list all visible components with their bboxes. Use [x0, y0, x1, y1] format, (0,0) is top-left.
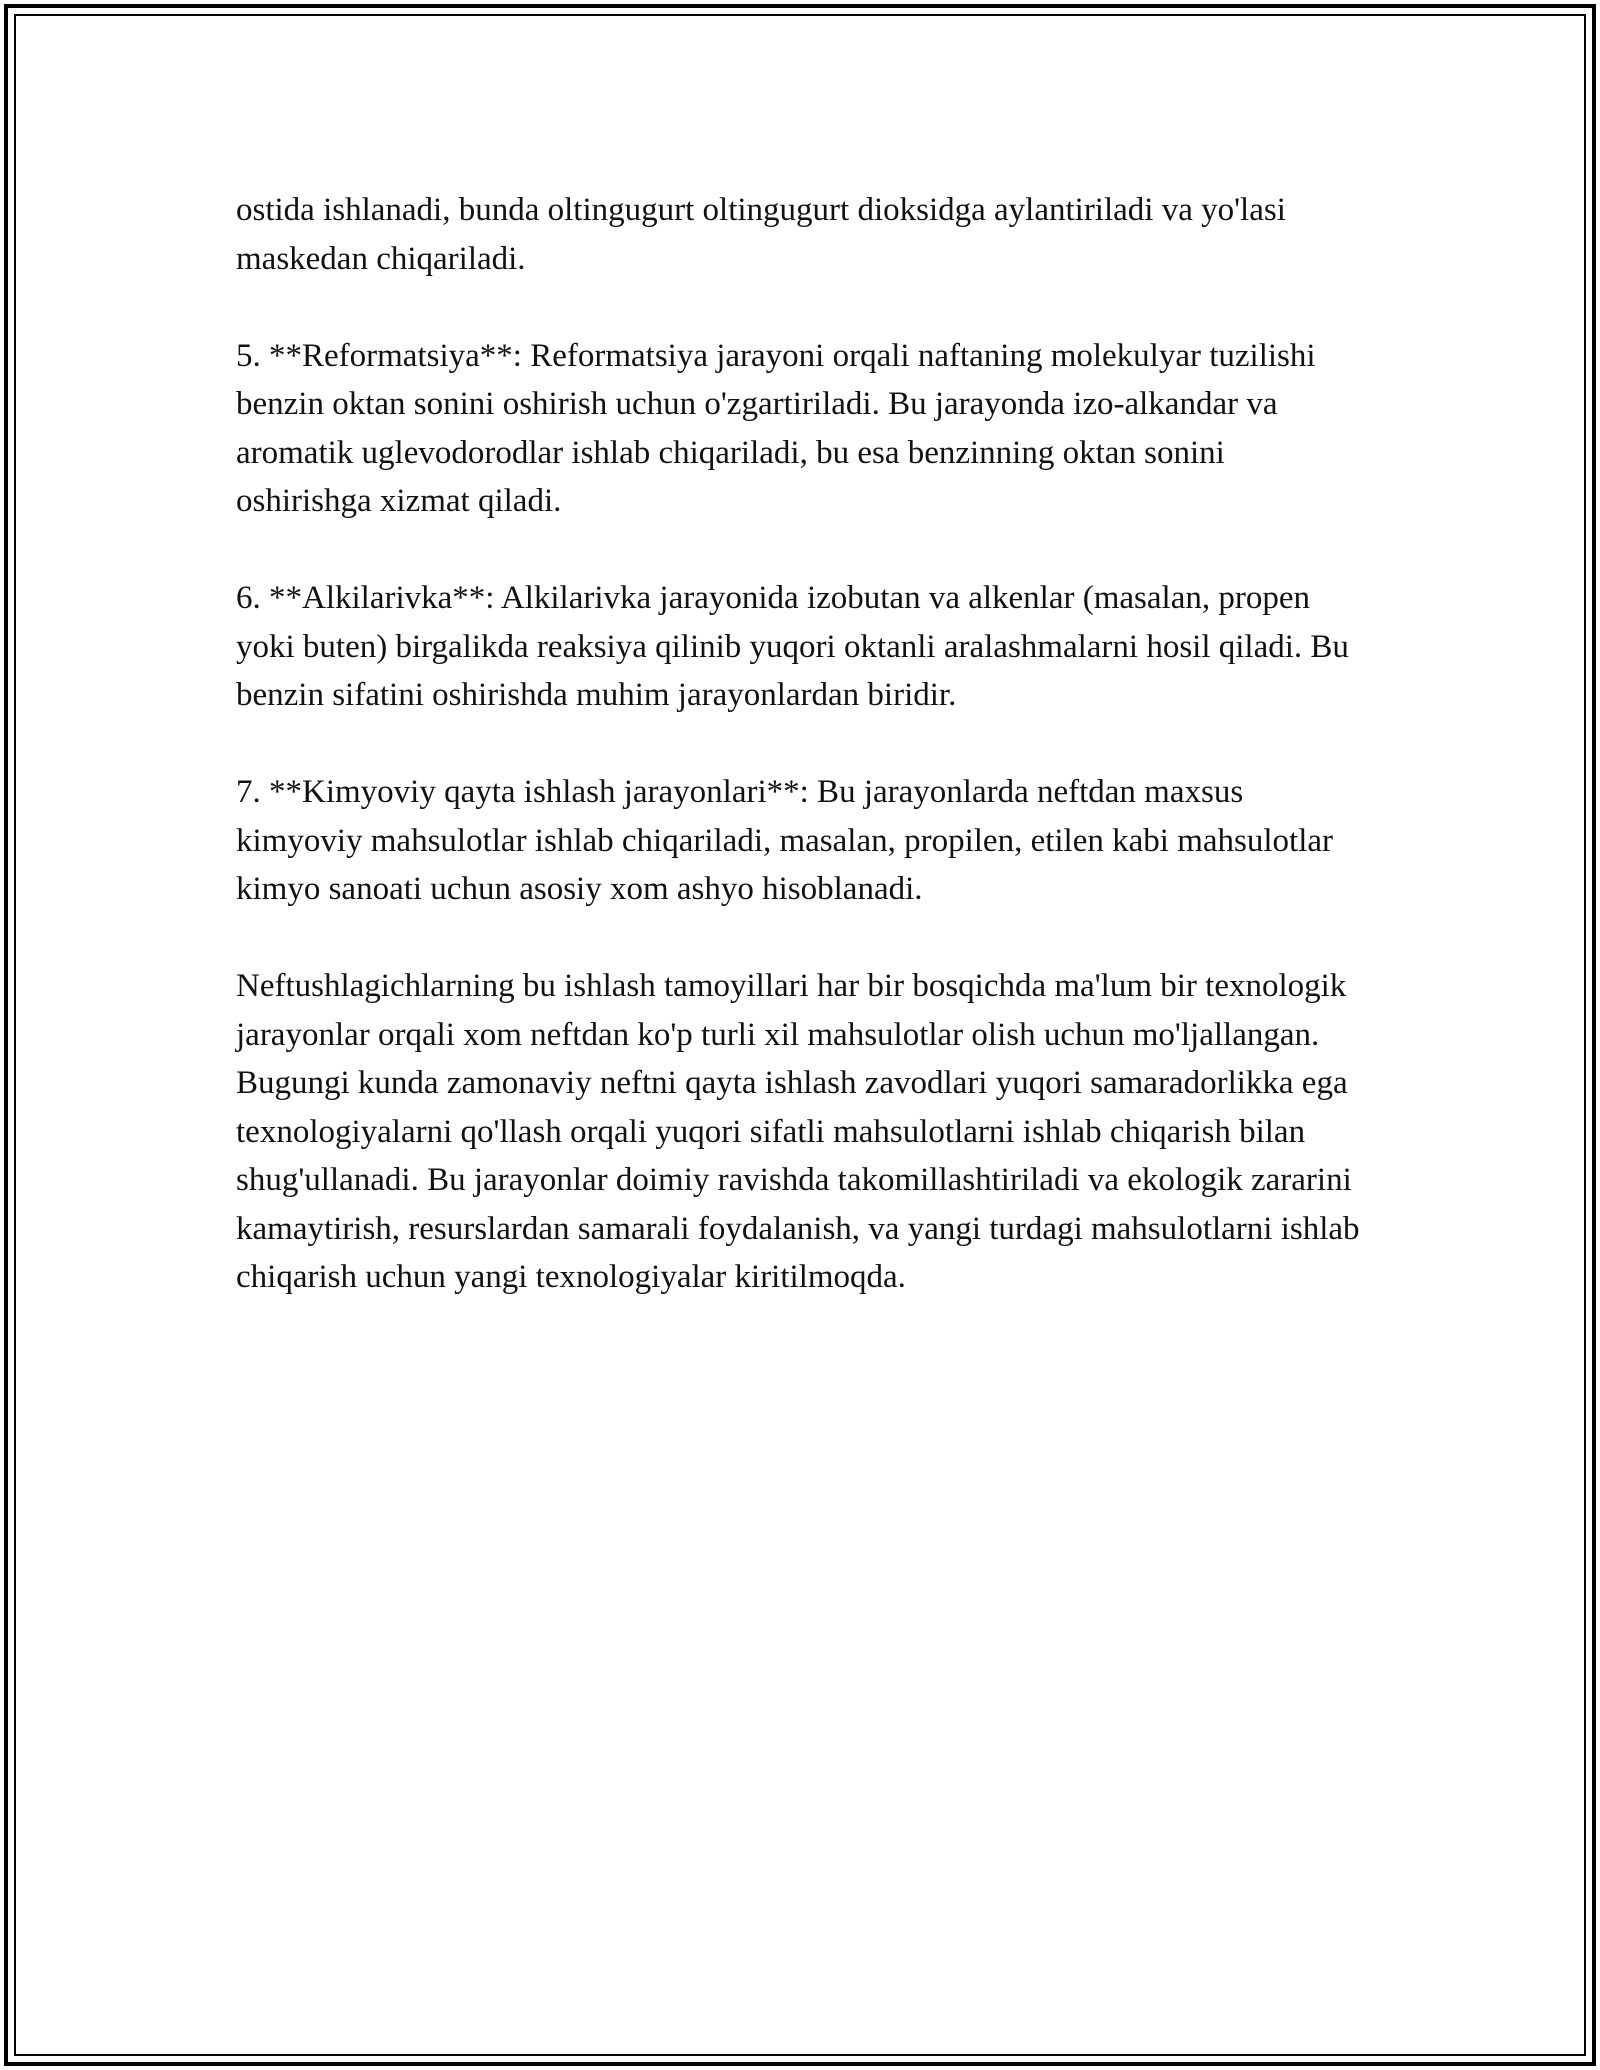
- paragraph-continuation: ostida ishlanadi, bunda oltingugurt oltingugurt dioksidga aylantiriladi va yo'lasi maskedan chiqariladi.: [236, 192, 1286, 277]
- paragraph-kimyoviy-qayta-ishlash: 7. **Kimyoviy qayta ishlash jarayonlari**: Bu jarayonlarda neftdan maxsus kimyoviy mahsulotlar ishlab chiqariladi, masalan, propilen, etilen kabi mahsulotlar kimyo sanoati uchun asosiy xom ashyo hisoblanadi.: [236, 774, 1333, 907]
- paragraph-conclusion: Neftushlagichlarning bu ishlash tamoyillari har bir bosqichda ma'lum bir texnologik jarayonlar orqali xom neftdan ko'p turli xil mahsulotlar olish uchun mo'ljallangan. Bugungi kunda zamonaviy neftni qayta ishlash zavodlari yuqori samaradorlikka ega texnologiyalarni qo'llash orqali yuqori sifatli mahsulotlarni ishlab chiqarish bilan shug'ullanadi. Bu jarayonlar doimiy ravishda takomillashtiriladi va ekologik zararini kamaytirish, resurslardan samarali foydalanish, va yangi turdagi mahsulotlarni ishlab chiqarish uchun yangi texnologiyalar kiritilmoqda.: [236, 968, 1360, 1295]
- document-body: [236, 186, 1366, 1350]
- paragraph-reformatsiya: 5. **Reformatsiya**: Reformatsiya jarayoni orqali naftaning molekulyar tuzilishi benzin oktan sonini oshirish uchun o'zgartiriladi. Bu jarayonda izo-alkandar va aromatik uglevodorodlar ishlab chiqariladi, bu esa benzinning oktan sonini oshirishga xizmat qiladi.: [236, 337, 1316, 519]
- paragraph-alkilarivka: 6. **Alkilarivka**: Alkilarivka jarayonida izobutan va alkenlar (masalan, propen yoki buten) birgalikda reaksiya qilinib yuqori oktanli aralashmalarni hosil qiladi. Bu benzin sifatini oshirishda muhim jarayonlardan biridir.: [236, 580, 1349, 713]
